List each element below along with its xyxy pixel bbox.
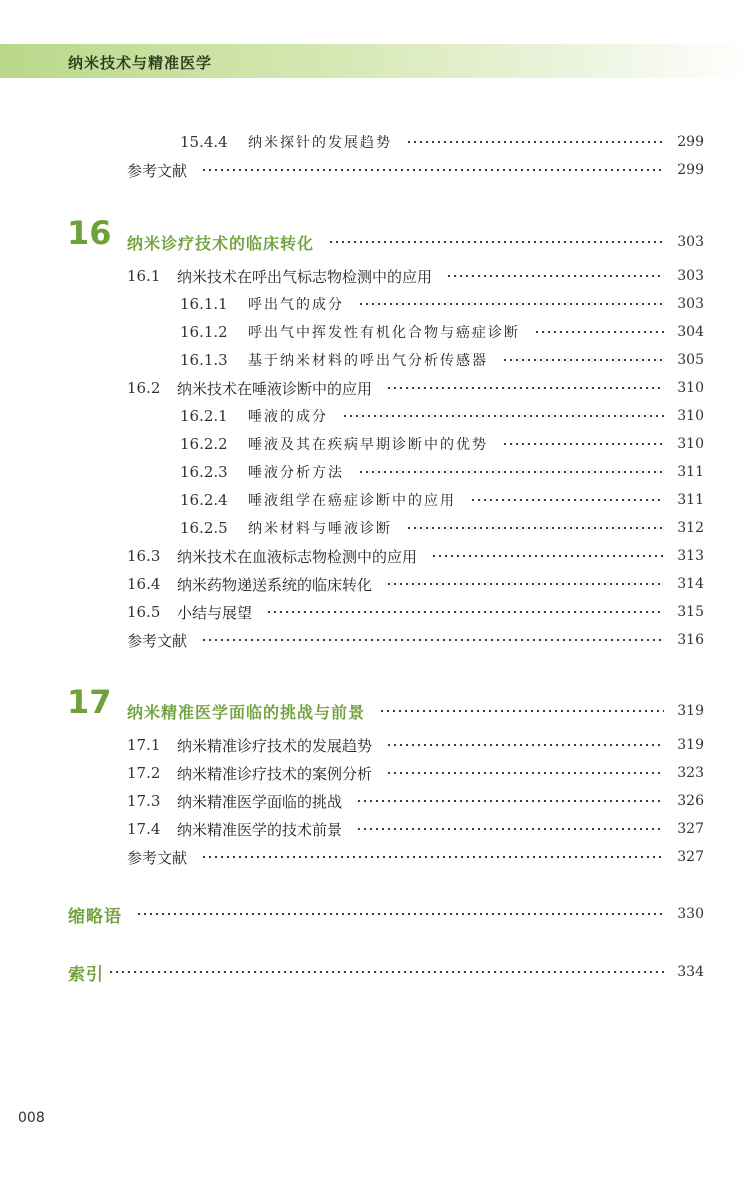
leader-dots — [379, 710, 664, 712]
leader-dots — [406, 527, 664, 529]
entry-number: 16.1.1 — [180, 295, 228, 313]
leader-dots — [386, 583, 664, 585]
entry-page: 305 — [677, 352, 704, 368]
entry-title: 纳米技术在呼出气标志物检测中的应用 — [177, 267, 433, 286]
leader-dots — [358, 471, 664, 473]
entry-title: 纳米探针的发展趋势 — [248, 135, 392, 151]
abbreviations-page: 330 — [677, 906, 704, 922]
leader-dots — [446, 275, 664, 277]
page-number: 008 — [18, 1110, 45, 1126]
entry-page: 304 — [677, 324, 704, 340]
entry-page: 316 — [677, 632, 704, 648]
entry-page: 323 — [677, 765, 704, 781]
leader-dots — [108, 971, 664, 973]
toc-entry[interactable] — [180, 403, 704, 429]
entry-page: 312 — [677, 520, 704, 536]
leader-dots — [201, 856, 664, 858]
entry-number: 16.2.2 — [180, 435, 228, 453]
entry-title: 参考文献 — [127, 848, 188, 867]
chapter-title: 纳米诊疗技术的临床转化 — [127, 233, 315, 253]
entry-number: 16.1.2 — [180, 323, 228, 341]
toc-entry[interactable] — [180, 515, 704, 541]
chapter-heading[interactable] — [127, 229, 704, 255]
leader-dots — [502, 359, 664, 361]
entry-title: 小结与展望 — [177, 603, 253, 622]
entry-number: 16.2.5 — [180, 519, 228, 537]
entry-page: 310 — [677, 408, 704, 424]
entry-page: 319 — [677, 737, 704, 753]
index-title: 索引 — [68, 964, 104, 985]
entry-title: 纳米精准诊疗技术的发展趋势 — [177, 736, 373, 755]
toc-entry[interactable] — [127, 760, 704, 786]
leader-dots — [201, 639, 664, 641]
entry-page: 315 — [677, 604, 704, 620]
toc-entry[interactable] — [127, 375, 704, 401]
entry-page: 303 — [677, 296, 704, 312]
entry-number: 15.4.4 — [180, 133, 228, 151]
leader-dots — [386, 744, 664, 746]
leader-dots — [431, 555, 664, 557]
toc-index[interactable] — [68, 959, 704, 985]
entry-title: 纳米精准医学面临的挑战 — [177, 792, 343, 811]
entry-number: 17.1 — [127, 736, 161, 754]
abbreviations-title: 缩略语 — [68, 906, 122, 927]
entry-page: 326 — [677, 793, 704, 809]
entry-title: 纳米技术在血液标志物检测中的应用 — [177, 547, 418, 566]
chapter-heading[interactable] — [127, 698, 704, 724]
chapter-page: 319 — [677, 703, 704, 719]
entry-page: 310 — [677, 436, 704, 452]
entry-page: 313 — [677, 548, 704, 564]
entry-number: 17.2 — [127, 764, 161, 782]
leader-dots — [534, 331, 664, 333]
toc-entry-references[interactable] — [127, 627, 704, 653]
entry-number: 16.2 — [127, 379, 161, 397]
entry-number: 16.1.3 — [180, 351, 228, 369]
entry-title: 参考文献 — [127, 631, 188, 650]
leader-dots — [386, 772, 664, 774]
leader-dots — [136, 913, 664, 915]
index-page: 334 — [677, 964, 704, 980]
leader-dots — [328, 241, 664, 243]
entry-page: 311 — [677, 464, 704, 480]
entry-page: 299 — [677, 162, 704, 178]
chapter-number: 17 — [67, 683, 112, 721]
leader-dots — [502, 443, 664, 445]
toc-entry[interactable] — [180, 291, 704, 317]
entry-title: 基于纳米材料的呼出气分析传感器 — [248, 353, 488, 369]
chapter-title: 纳米精准医学面临的挑战与前景 — [127, 702, 366, 722]
toc-entry[interactable] — [127, 571, 704, 597]
entry-title: 唾液分析方法 — [248, 465, 344, 481]
running-header-title: 纳米技术与精准医学 — [68, 54, 213, 72]
entry-number: 16.1 — [127, 267, 161, 285]
leader-dots — [386, 387, 664, 389]
leader-dots — [406, 141, 664, 143]
toc-entry[interactable] — [180, 487, 704, 513]
entry-page: 327 — [677, 849, 704, 865]
entry-title: 唾液的成分 — [248, 409, 328, 425]
leader-dots — [358, 303, 664, 305]
leader-dots — [342, 415, 664, 417]
entry-title: 参考文献 — [127, 161, 188, 180]
entry-title: 纳米药物递送系统的临床转化 — [177, 575, 373, 594]
toc-entry[interactable] — [127, 816, 704, 842]
entry-title: 纳米材料与唾液诊断 — [248, 521, 392, 537]
entry-title: 纳米精准医学的技术前景 — [177, 820, 343, 839]
entry-page: 299 — [677, 134, 704, 150]
entry-page: 314 — [677, 576, 704, 592]
toc-entry[interactable] — [127, 599, 704, 625]
entry-number: 16.2.4 — [180, 491, 228, 509]
toc-entry[interactable] — [180, 459, 704, 485]
entry-number: 16.2.3 — [180, 463, 228, 481]
entry-number: 16.5 — [127, 603, 161, 621]
entry-number: 16.3 — [127, 547, 161, 565]
chapter-page: 303 — [677, 234, 704, 250]
toc-entry[interactable] — [127, 788, 704, 814]
entry-page: 310 — [677, 380, 704, 396]
leader-dots — [470, 499, 664, 501]
leader-dots — [266, 611, 664, 613]
toc-entry[interactable] — [180, 129, 704, 155]
entry-title: 呼出气的成分 — [248, 297, 344, 313]
entry-page: 311 — [677, 492, 704, 508]
entry-title: 唾液组学在癌症诊断中的应用 — [248, 493, 456, 509]
toc-entry[interactable] — [127, 732, 704, 758]
leader-dots — [201, 169, 664, 171]
entry-number: 16.2.1 — [180, 407, 228, 425]
entry-title: 纳米精准诊疗技术的案例分析 — [177, 764, 373, 783]
entry-number: 16.4 — [127, 575, 161, 593]
leader-dots — [356, 800, 664, 802]
leader-dots — [356, 828, 664, 830]
toc-entry[interactable] — [180, 319, 704, 345]
toc-entry[interactable] — [127, 263, 704, 289]
toc-entry-references[interactable] — [127, 157, 704, 183]
chapter-number: 16 — [67, 214, 112, 252]
toc-entry[interactable] — [127, 543, 704, 569]
entry-page: 327 — [677, 821, 704, 837]
entry-title: 纳米技术在唾液诊断中的应用 — [177, 379, 373, 398]
toc-entry[interactable] — [180, 347, 704, 373]
toc-abbreviations[interactable] — [68, 901, 704, 927]
entry-number: 17.4 — [127, 820, 161, 838]
entry-title: 呼出气中挥发性有机化合物与癌症诊断 — [248, 325, 520, 341]
toc-entry[interactable] — [180, 431, 704, 457]
entry-number: 17.3 — [127, 792, 161, 810]
toc-entry-references[interactable] — [127, 844, 704, 870]
entry-page: 303 — [677, 268, 704, 284]
entry-title: 唾液及其在疾病早期诊断中的优势 — [248, 437, 488, 453]
